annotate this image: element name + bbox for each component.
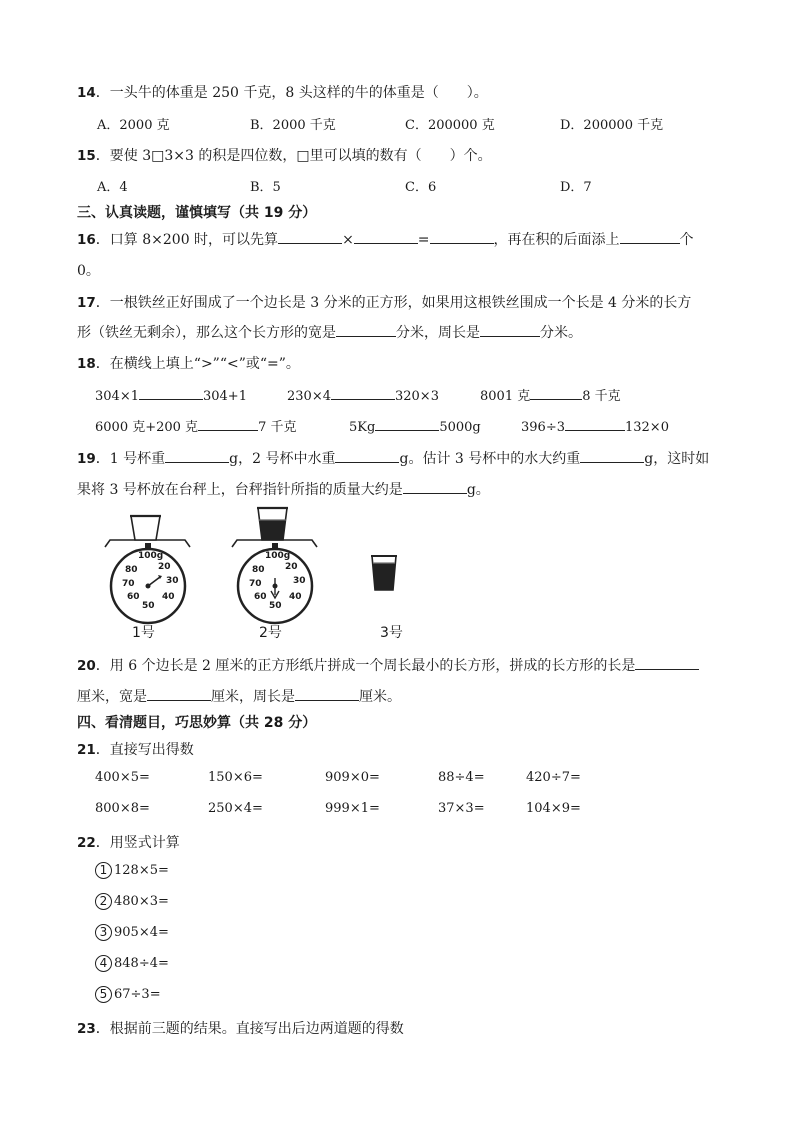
question-text: g，2 号杯中水重: [229, 451, 336, 467]
vertical-calc-item: [95, 924, 169, 941]
question-number: 18: [77, 356, 96, 372]
question-19-continued: [77, 479, 490, 499]
compare-item: [95, 416, 296, 435]
question-22: [77, 832, 180, 852]
answer-blank[interactable]: [147, 686, 211, 701]
compare-left: 8001 克: [480, 389, 531, 404]
question-text: 厘米。: [359, 689, 401, 705]
circled-number: 2: [95, 893, 112, 910]
calc-item: 800×8=: [95, 801, 150, 816]
question-text: ．根据前三题的结果。直接写出后边两道题的得数: [95, 1021, 404, 1037]
question-16: [77, 229, 694, 249]
answer-blank[interactable]: [331, 385, 395, 400]
dial-tick: 60: [127, 592, 140, 602]
dial-top-label: 100g: [265, 551, 291, 561]
dial-tick: 40: [289, 592, 302, 602]
circled-number: 5: [95, 986, 112, 1003]
answer-blank[interactable]: [198, 416, 258, 431]
compare-item: [95, 385, 247, 404]
calc-expression: 67÷3=: [114, 987, 161, 1002]
compare-item: [287, 385, 439, 404]
question-number: 15: [77, 148, 96, 164]
answer-blank[interactable]: [139, 385, 203, 400]
question-text: =: [417, 232, 430, 248]
cup-3: [371, 556, 397, 590]
vertical-calc-item: [95, 862, 169, 879]
calc-item: 400×5=: [95, 770, 150, 785]
compare-right: 5000g: [439, 420, 481, 435]
question-14: [77, 82, 488, 102]
calc-item: 420÷7=: [526, 770, 581, 785]
answer-blank[interactable]: [580, 448, 644, 463]
answer-blank[interactable]: [335, 448, 399, 463]
question-text: ．用 6 个边长是 2 厘米的正方形纸片拼成一个周长最小的长方形，拼成的长方形的长是: [95, 658, 636, 674]
dial-tick: 70: [249, 579, 262, 589]
compare-item: [480, 385, 621, 404]
vertical-calc-item: [95, 955, 169, 972]
option-a: A．2000 克: [97, 118, 170, 133]
figure-label-3: 3号: [380, 625, 403, 641]
question-number: 14: [77, 85, 96, 101]
compare-left: 230×4: [287, 389, 331, 404]
question-text: ×: [342, 232, 354, 248]
answer-blank[interactable]: [354, 229, 418, 244]
calc-item: 37×3=: [438, 801, 485, 816]
answer-blank[interactable]: [295, 686, 359, 701]
question-text: ．要使 3□3×3 的积是四位数，□里可以填的数有（ ）个。: [95, 148, 492, 164]
compare-left: 6000 克+200 克: [95, 420, 199, 435]
dial-tick: 40: [162, 592, 175, 602]
question-text: g，这时如: [644, 451, 710, 467]
question-text: 分米，周长是: [396, 325, 480, 341]
option-d: D．200000 千克: [560, 118, 664, 133]
question-text: 厘米，周长是: [211, 689, 295, 705]
dial-tick: 30: [166, 576, 179, 586]
question-18: [77, 353, 300, 373]
dial-tick: 20: [285, 562, 298, 572]
vertical-calc-item: [95, 986, 161, 1003]
question-number: 16: [77, 232, 96, 248]
question-16-continued: 0。: [77, 263, 100, 279]
answer-blank[interactable]: [403, 479, 467, 494]
question-23: [77, 1018, 404, 1038]
question-text: ．口算 8×200 时，可以先算: [95, 232, 279, 248]
figure-label-2: 2号: [259, 625, 282, 641]
answer-blank[interactable]: [375, 416, 439, 431]
question-number: 20: [77, 658, 96, 674]
option-c: C．200000 克: [405, 118, 495, 133]
compare-left: 304×1: [95, 389, 139, 404]
calc-item: 999×1=: [325, 801, 380, 816]
question-number: 17: [77, 295, 96, 311]
calc-item: 909×0=: [325, 770, 380, 785]
answer-blank[interactable]: [565, 416, 625, 431]
dial-tick: 80: [125, 565, 138, 575]
question-text: ．一根铁丝正好围成了一个边长是 3 分米的正方形，如果用这根铁丝围成一个长是 4 分米的长方: [95, 295, 692, 311]
section-4-title: 四、看清题目，巧思妙算（共 28 分）: [77, 715, 317, 731]
question-17: [77, 292, 691, 312]
calc-expression: 848÷4=: [114, 956, 169, 971]
answer-blank[interactable]: [635, 655, 699, 670]
question-text: ，再在积的后面添上: [493, 232, 620, 248]
question-text: g。估计 3 号杯中的水大约重: [399, 451, 581, 467]
compare-left: 5Kg: [349, 420, 376, 435]
answer-blank[interactable]: [620, 229, 680, 244]
question-number: 22: [77, 835, 96, 851]
calc-expression: 128×5=: [114, 863, 169, 878]
question-17-continued: [77, 322, 582, 342]
compare-right: 7 千克: [258, 420, 297, 435]
answer-blank[interactable]: [480, 322, 540, 337]
question-15: [77, 145, 492, 165]
question-text: ．直接写出得数: [95, 742, 194, 758]
question-21: [77, 739, 194, 759]
dial-tick: 70: [122, 579, 135, 589]
compare-item: [349, 416, 481, 435]
compare-right: 8 千克: [582, 389, 621, 404]
question-20: [77, 655, 699, 675]
calc-expression: 480×3=: [114, 894, 169, 909]
calc-item: 88÷4=: [438, 770, 485, 785]
option-a: A．4: [97, 180, 128, 195]
answer-blank[interactable]: [430, 229, 494, 244]
question-20-continued: [77, 686, 401, 706]
compare-left: 396÷3: [521, 420, 565, 435]
question-text: ．1 号杯重: [95, 451, 166, 467]
dial-tick: 50: [142, 601, 155, 611]
scales-figure: [100, 505, 430, 645]
circled-number: 3: [95, 924, 112, 941]
circled-number: 4: [95, 955, 112, 972]
compare-right: 132×0: [624, 420, 669, 435]
vertical-calc-item: [95, 893, 169, 910]
dial-top-label: 100g: [138, 551, 164, 561]
figure-label-1: 1号: [132, 625, 155, 641]
dial-tick: 60: [254, 592, 267, 602]
calc-item: 250×4=: [208, 801, 263, 816]
compare-right: 304+1: [202, 389, 247, 404]
compare-item: [521, 416, 669, 435]
question-number: 23: [77, 1021, 96, 1037]
question-19: [77, 448, 709, 468]
dial-tick: 20: [158, 562, 171, 572]
question-number: 19: [77, 451, 96, 467]
question-text: ．在横线上填上“>”“<”或“=”。: [95, 356, 300, 372]
compare-right: 320×3: [394, 389, 439, 404]
question-text: ．一头牛的体重是 250 千克，8 头这样的牛的体重是（ ）。: [95, 85, 488, 101]
answer-blank[interactable]: [278, 229, 342, 244]
section-3-title: 三、认真读题，谨慎填写（共 19 分）: [77, 205, 317, 221]
answer-blank[interactable]: [165, 448, 229, 463]
calc-item: 104×9=: [526, 801, 581, 816]
dial-tick: 80: [252, 565, 265, 575]
dial-tick: 50: [269, 601, 282, 611]
option-b: B．5: [250, 180, 281, 195]
calc-expression: 905×4=: [114, 925, 169, 940]
dial-tick: 30: [293, 576, 306, 586]
question-text: 分米。: [540, 325, 582, 341]
question-text: g。: [466, 482, 490, 498]
option-b: B．2000 千克: [250, 118, 336, 133]
question-number: 21: [77, 742, 96, 758]
question-text: 果将 3 号杯放在台秤上，台秤指针所指的质量大约是: [77, 482, 403, 498]
circled-number: 1: [95, 862, 112, 879]
answer-blank[interactable]: [530, 385, 582, 400]
question-text: 个: [679, 232, 694, 248]
answer-blank[interactable]: [336, 322, 396, 337]
question-text: 厘米，宽是: [77, 689, 147, 705]
option-d: D．7: [560, 180, 592, 195]
calc-item: 150×6=: [208, 770, 263, 785]
question-text: 形（铁丝无剩余），那么这个长方形的宽是: [77, 325, 336, 341]
question-text: ．用竖式计算: [95, 835, 180, 851]
option-c: C．6: [405, 180, 437, 195]
